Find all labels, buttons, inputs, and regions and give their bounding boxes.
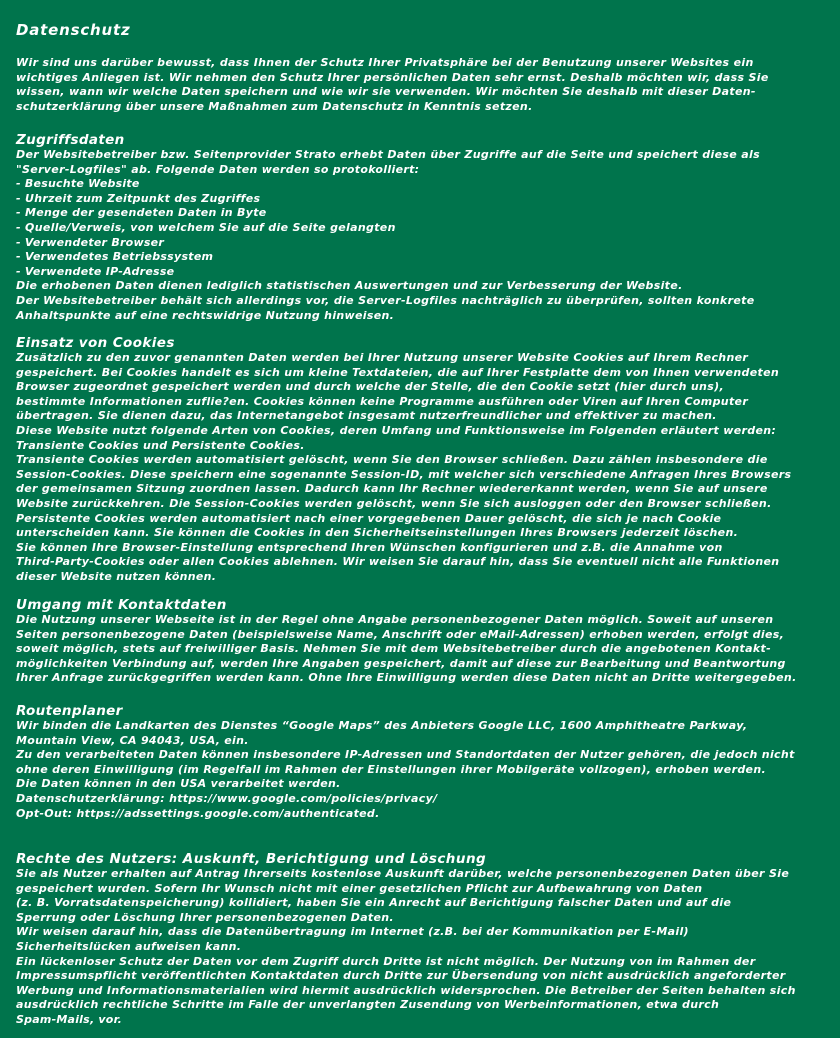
paragraph-line: - Verwendeter Browser (16, 235, 165, 249)
paragraph-line: Ein lückenloser Schutz der Daten vor dem Zugriff durch Dritte ist nicht möglich. Der Nutzung von im Rahmen der (16, 954, 756, 968)
paragraph-line: Die Daten können in den USA verarbeitet werden. (16, 777, 341, 791)
paragraph-line: Sie als Nutzer erhalten auf Antrag Ihrerseits kostenlose Auskunft darüber, welche personenbezogenen Daten über Sie (16, 867, 790, 880)
paragraph-line: Sicherheitslücken aufweisen kann. (16, 939, 242, 953)
paragraph-line: Transiente Cookies werden automatisiert gelöscht, wenn Sie den Browser schließen. Dazu zählen insbesondere die (16, 453, 768, 467)
paragraph-line: gespeichert wurden. Sofern Ihr Wunsch nicht mit einer gesetzlichen Pflicht zur Aufbewahrung von Daten (16, 881, 703, 895)
page-title: Datenschutz (16, 21, 131, 39)
paragraph-line: Wir binden die Landkarten des Dienstes “Google Maps” des Anbieters Google LLC, 1600 Amphitheatre Parkway, (16, 719, 748, 732)
paragraph-line: Wir sind uns darüber bewusst, dass Ihnen der Schutz Ihrer Privatsphäre bei der Benutzung unserer Websites ein (16, 56, 754, 69)
paragraph-line: Zu den verarbeiteten Daten können insbesondere IP-Adressen und Standortdaten der Nutzer gehören, die jedoch nicht (16, 748, 795, 762)
section-user-rights-text (16, 867, 838, 1028)
paragraph-line: Anhaltspunkte auf eine rechtswidrige Nutzung hinweisen. (16, 308, 395, 322)
paragraph-line: schutzerklärung über unsere Maßnahmen zum Datenschutz in Kenntnis setzen. (16, 99, 533, 113)
paragraph-line: Ihrer Anfrage zurückgegriffen werden kann. Ohne Ihre Einwilligung werden diese Daten nicht an Dritte weitergegeben. (16, 671, 797, 685)
paragraph-line: Transiente Cookies und Persistente Cookies. (16, 438, 305, 452)
section-access-data (16, 133, 838, 323)
paragraph-line: Mountain View, CA 94043, USA, ein. (16, 733, 249, 747)
section-heading: Routenplaner (16, 703, 123, 719)
paragraph-line: Spam-Mails, vor. (16, 1012, 123, 1026)
paragraph-line: der gemeinsamen Sitzung zuordnen lassen. Dadurch kann Ihr Rechner wiedererkannt werden, wenn Sie auf unsere (16, 482, 768, 496)
paragraph-line: Third-Party-Cookies oder allen Cookies ablehnen. Wir weisen Sie darauf hin, dass Sie eventuell nicht alle Funktionen (16, 555, 780, 569)
section-contact-data (16, 598, 838, 686)
paragraph-line: Die Nutzung unserer Webseite ist in der Regel ohne Angabe personenbezogener Daten möglich. Soweit auf unseren (16, 613, 774, 626)
paragraph-line: soweit möglich, stets auf freiwilliger Basis. Nehmen Sie mit dem Websitebetreiber durch die angebotenen Kontakt- (16, 642, 772, 656)
paragraph-line: Opt-Out: https://adssettings.google.com/authenticated. (16, 806, 380, 820)
paragraph-line: Persistente Cookies werden automatisiert nach einer vorgegebenen Dauer gelöscht, die sich je nach Cookie (16, 511, 722, 525)
paragraph-line: - Menge der gesendeten Daten in Byte (16, 206, 267, 220)
paragraph-line: - Quelle/Verweis, von welchem Sie auf die Seite gelangten (16, 220, 396, 234)
paragraph-line: Sperrung oder Löschung Ihrer personenbezogenen Daten. (16, 910, 394, 924)
paragraph-line: - Besuchte Website (16, 177, 140, 191)
paragraph-line: Diese Website nutzt folgende Arten von Cookies, deren Umfang und Funktionsweise im Folgenden erläutert werden: (16, 423, 777, 437)
paragraph-line: ausdrücklich rechtliche Schritte im Falle der unverlangten Zusendung von Werbeinformationen, etwa durch (16, 998, 720, 1012)
section-route-planner (16, 704, 838, 821)
paragraph-line: Seiten personenbezogene Daten (beispielsweise Name, Anschrift oder eMail-Adressen) erhoben werden, erfolgt dies, (16, 627, 785, 641)
paragraph-line: wichtiges Anliegen ist. Wir nehmen den Schutz Ihrer persönlichen Daten sehr ernst. Deshalb möchten wir, dass Sie (16, 70, 769, 84)
paragraph-line: bestimmte Informationen zuflie?en. Cookies können keine Programme ausführen oder Viren auf Ihren Computer (16, 394, 749, 408)
paragraph-line: Impressumspflicht veröffentlichten Kontaktdaten durch Dritte zur Übersendung von nicht ausdrücklich angeforderter (16, 969, 786, 983)
section-intro-text (16, 56, 838, 114)
paragraph-line: unterscheiden kann. Sie können die Cookies in den Sicherheitseinstellungen Ihres Browsers jederzeit löschen. (16, 526, 739, 540)
paragraph-line: - Uhrzeit zum Zeitpunkt des Zugriffes (16, 191, 261, 205)
paragraph-line: Website zurückkehren. Die Session-Cookies werden gelöscht, wenn Sie sich ausloggen oder den Browser schließen. (16, 496, 772, 510)
paragraph-line: ohne deren Einwilligung (im Regelfall im Rahmen der Einstellungen ihrer Mobilgeräte vollzogen), erhoben werden. (16, 762, 767, 776)
section-route-planner-text (16, 719, 838, 821)
section-user-rights (16, 852, 838, 1028)
section-heading: Umgang mit Kontaktdaten (16, 597, 227, 613)
paragraph-line: gespeichert. Bei Cookies handelt es sich um kleine Textdateien, die auf Ihrer Festplatte dem von Ihnen verwendeten (16, 365, 780, 379)
paragraph-line: dieser Website nutzen können. (16, 569, 217, 583)
section-cookies-text (16, 351, 838, 585)
paragraph-line: (z. B. Vorratsdatenspeicherung) kollidiert, haben Sie ein Anrecht auf Berichtigung falscher Daten und auf die (16, 896, 732, 910)
paragraph-line: Zusätzlich zu den zuvor genannten Daten werden bei Ihrer Nutzung unserer Website Cookies auf Ihrem Rechner (16, 351, 749, 364)
section-cookies (16, 336, 838, 585)
paragraph-line: Session-Cookies. Diese speichern eine sogenannte Session-ID, mit welcher sich verschiedene Anfragen Ihres Browsers (16, 467, 792, 481)
section-access-data-text (16, 148, 838, 323)
paragraph-line: möglichkeiten Verbindung auf, werden Ihre Angaben gespeichert, damit auf diese zur Bearbeitung und Beantwortung (16, 656, 786, 670)
paragraph-line: Wir weisen darauf hin, dass die Datenübertragung im Internet (z.B. bei der Kommunikation per E-Mail) (16, 925, 689, 939)
paragraph-line: Die erhobenen Daten dienen lediglich statistischen Auswertungen und zur Verbesserung der Website. (16, 279, 683, 293)
paragraph-line: Sie können Ihre Browser-Einstellung entsprechend Ihren Wünschen konfigurieren und z.B. die Annahme von (16, 540, 723, 554)
section-contact-data-text (16, 613, 838, 686)
section-intro (16, 56, 838, 114)
section-heading: Einsatz von Cookies (16, 335, 175, 351)
section-heading: Zugriffsdaten (16, 132, 125, 148)
paragraph-line: wissen, wann wir welche Daten speichern und wie wir sie verwenden. Wir möchten Sie deshalb mit dieser Daten- (16, 85, 756, 99)
paragraph-line: übertragen. Sie dienen dazu, das Internetangebot insgesamt nutzerfreundlicher und effektiver zu machen. (16, 409, 717, 423)
paragraph-line: "Server-Logfiles" ab. Folgende Daten werden so protokolliert: (16, 162, 420, 176)
paragraph-line: Werbung und Informationsmaterialien wird hiermit ausdrücklich widersprochen. Die Betreiber der Seiten behalten sich (16, 983, 796, 997)
paragraph-line: - Verwendete IP-Adresse (16, 264, 175, 278)
paragraph-line: Der Websitebetreiber bzw. Seitenprovider Strato erhebt Daten über Zugriffe auf die Seite und speichert diese als (16, 148, 760, 161)
paragraph-line: Datenschutzerklärung: https://www.google.com/policies/privacy/ (16, 791, 438, 805)
paragraph-line: Der Websitebetreiber behält sich allerdings vor, die Server-Logfiles nachträglich zu überprüfen, sollten konkrete (16, 293, 755, 307)
paragraph-line: Browser zugeordnet gespeichert werden und durch welche der Stelle, die den Cookie setzt (hier durch uns), (16, 380, 724, 394)
section-heading: Rechte des Nutzers: Auskunft, Berichtigung und Löschung (16, 851, 487, 867)
paragraph-line: - Verwendetes Betriebssystem (16, 250, 214, 264)
